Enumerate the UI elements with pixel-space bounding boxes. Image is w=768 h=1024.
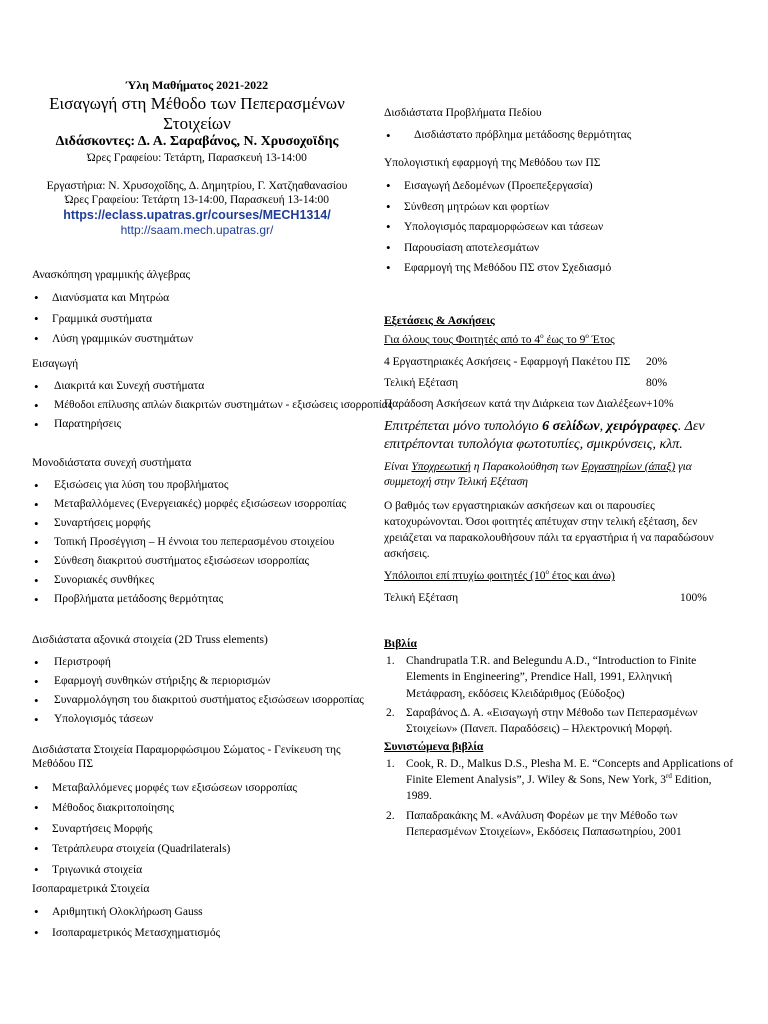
section-1d-continuous bbox=[32, 456, 362, 609]
section-title: Ισοπαραμετρικά Στοιχεία bbox=[32, 883, 150, 895]
list-item: • Τετράπλευρα στοιχεία (Quadrilaterals) bbox=[32, 839, 362, 860]
section-2d-deformable bbox=[32, 743, 362, 880]
book-item: 1. Cook, R. D., Malkus D.S., Plesha M. E. “Concepts and Applications of Finite Element Analysis”, J. Wiley & Sons, New York, 3rd Edition, 1989. bbox=[386, 758, 734, 803]
list-item: • Μέθοδος διακριτοποίησης bbox=[32, 798, 362, 819]
grade-label: Τελική Εξέταση bbox=[384, 591, 459, 604]
section-title: Εισαγωγή bbox=[32, 358, 79, 370]
section-introduction bbox=[32, 357, 393, 434]
recommended-books-heading: Συνιστώμενα βιβλία bbox=[384, 740, 484, 753]
grade-value: 20% bbox=[646, 355, 668, 368]
grade-value: 100% bbox=[680, 591, 707, 604]
list-item: • Λύση γραμμικών συστημάτων bbox=[32, 329, 362, 350]
list-item: • Γραμμικά συστήματα bbox=[32, 309, 362, 330]
books-heading: Βιβλία bbox=[384, 638, 417, 650]
grade-label: Παράδοση Ασκήσεων κατά την Διάρκεια των Διαλέξεων bbox=[384, 397, 647, 410]
grade-value: +10% bbox=[646, 397, 674, 410]
formula-sheet-rule: Επιτρέπεται μόνο τυπολόγιο 6 σελίδων, χειρόγραφες. Δεν επιτρέπονται τυπολόγια φωτοτυπίες, σμικρύνσεις, κλπ. bbox=[384, 418, 705, 452]
attendance-rule: Είναι Υποχρεωτική η Παρακολούθηση των Εργαστηρίων (άπαξ) για συμμετοχή στην Τελική Εξέταση bbox=[384, 460, 692, 489]
list-item: • Συνοριακές συνθήκες bbox=[32, 571, 362, 590]
exams-paragraph: Ο βαθμός των εργαστηριακών ασκήσεων και οι παρουσίες κατοχυρώνονται. Όσοι φοιτητές απέτυχαν στην τελική εξέταση, δεν χρειάζεται να παρακολουθήσουν πάλι τα εργαστήρια ή να παραδώσουν ασκήσεις. bbox=[384, 499, 714, 561]
section-2d-field bbox=[384, 106, 734, 145]
list-item: • Μέθοδοι επίλυσης απλών διακριτών συστημάτων - εξισώσεις ισορροπίας bbox=[32, 396, 362, 415]
syllabus-header bbox=[32, 78, 362, 238]
list-item: • Τριγωνικά στοιχεία bbox=[32, 860, 362, 881]
list-item: • Τοπική Προσέγγιση – Η έννοια του πεπερασμένου στοιχείου bbox=[32, 533, 362, 552]
list-item: • Αριθμητική Ολοκλήρωση Gauss bbox=[32, 902, 362, 923]
exams-audience: Για όλους τους Φοιτητές από το $4^o$ έως το $9^o$ Έτος bbox=[384, 332, 615, 347]
section-title: Δισδιάστατα αξονικά στοιχεία (2D Truss elements) bbox=[32, 634, 268, 646]
section-computational-app bbox=[384, 156, 734, 279]
list-item: • Παρουσίαση αποτελεσμάτων bbox=[384, 238, 734, 259]
book-item: 2. Σαραβάνος Δ. Α. «Εισαγωγή στην Μέθοδο των Πεπερασμένων Στοιχείων» (Πανεπ. Παραδόσεις) – Ηλεκτρονική Μορφή. bbox=[386, 706, 698, 735]
section-2d-truss bbox=[32, 633, 362, 729]
list-item: • Εφαρμογή της Μεθόδου ΠΣ στον Σχεδιασμό bbox=[384, 258, 734, 279]
list-item: • Ισοπαραμετρικός Μετασχηματισμός bbox=[32, 923, 362, 944]
book-item: 1. Chandrupatla T.R. and Belegundu A.D., “Introduction to Finite Elements in Engineering”, Prendice Hall, 1991, Ελληνική Μετάφραση, εκδόσεις Κλειδάριθμος (Εύδοξος) bbox=[386, 655, 697, 700]
list-item: • Διακριτά και Συνεχή συστήματα bbox=[32, 377, 362, 396]
section-linear-algebra bbox=[32, 268, 362, 350]
section-title: Ανασκόπηση γραμμικής άλγεβρας bbox=[32, 269, 191, 281]
eclass-link[interactable]: https://eclass.upatras.gr/courses/MECH1314/ bbox=[63, 207, 331, 222]
grade-value: 80% bbox=[646, 376, 668, 389]
list-item: • Υπολογισμός τάσεων bbox=[32, 710, 362, 729]
list-item: • Μεταβαλλόμενες μορφές των εξισώσεων ισορροπίας bbox=[32, 778, 362, 799]
section-title: Υπολογιστική εφαρμογή της Μεθόδου των ΠΣ bbox=[384, 157, 601, 169]
list-item: • Μεταβαλλόμενες (Ενεργειακές) μορφές εξισώσεων ισορροπίας bbox=[32, 495, 362, 514]
lab-hours: Ώρες Γραφείου: Τετάρτη 13-14:00, Παρασκευή 13-14:00 bbox=[64, 194, 330, 207]
section-title: Δισδιάστατα Στοιχεία Παραμορφώσιμου Σώματος - Γενίκευση της Μεθόδου ΠΣ bbox=[32, 744, 341, 771]
list-item: • Συναρτήσεις μορφής bbox=[32, 514, 362, 533]
section-books bbox=[384, 637, 734, 843]
list-item: • Σύνθεση μητρώων και φορτίων bbox=[384, 197, 734, 218]
list-item: • Εφαρμογή συνθηκών στήριξης & περιορισμών bbox=[32, 672, 362, 691]
list-item: • Συναρμολόγηση του διακριτού συστήματος εξισώσεων ισορροπίας bbox=[32, 691, 362, 710]
book-item: 2. Παπαδρακάκης Μ. «Ανάλυση Φορέων με την Μέθοδο των Πεπερασμένων Στοιχείων», Εκδόσεις Παπασωτηρίου, 2001 bbox=[386, 809, 682, 838]
list-item: • Εισαγωγή Δεδομένων (Προεπεξεργασία) bbox=[384, 176, 734, 197]
list-item: • Δισδιάστατο πρόβλημα μετάδοσης θερμότητας bbox=[384, 126, 734, 145]
grade-row bbox=[384, 588, 734, 609]
others-heading: Υπόλοιποι επί πτυχίω φοιτητές ($10^o$ έτος και άνω) bbox=[384, 568, 615, 583]
section-isoparametric bbox=[32, 882, 362, 943]
grade-row bbox=[384, 352, 734, 373]
grade-row bbox=[384, 373, 734, 394]
office-hours: Ώρες Γραφείου: Τετάρτη, Παρασκευή 13-14:00 bbox=[87, 151, 307, 164]
list-item: • Προβλήματα μετάδοσης θερμότητας bbox=[32, 590, 362, 609]
list-item: • Διανύσματα και Μητρώα bbox=[32, 288, 362, 309]
grade-label: 4 Εργαστηριακές Ασκήσεις - Εφαρμογή Πακέτου ΠΣ bbox=[384, 355, 631, 368]
section-exams bbox=[384, 314, 734, 609]
list-item: • Σύνθεση διακριτού συστήματος εξισώσεων ισορροπίας bbox=[32, 552, 362, 571]
grade-row bbox=[384, 394, 734, 415]
section-title: Δισδιάστατα Προβλήματα Πεδίου bbox=[384, 107, 542, 119]
list-item: • Υπολογισμός παραμορφώσεων και τάσεων bbox=[384, 217, 734, 238]
list-item: • Παρατηρήσεις bbox=[32, 415, 362, 434]
section-title: Μονοδιάστατα συνεχή συστήματα bbox=[32, 457, 192, 469]
lab-link[interactable]: http://saam.mech.upatras.gr/ bbox=[120, 223, 274, 238]
course-year: Ύλη Μαθήματος 2021-2022 bbox=[125, 78, 269, 92]
course-teachers: Διδάσκοντες: Δ. Α. Σαραβάνος, Ν. Χρυσοχοϊδης bbox=[55, 134, 339, 150]
list-item: • Περιστροφή bbox=[32, 653, 362, 672]
course-title: Εισαγωγή στη Μέθοδο των Πεπερασμένων Στοιχείων bbox=[49, 94, 345, 133]
grade-label: Τελική Εξέταση bbox=[384, 376, 459, 389]
list-item: • Εξισώσεις για λύση του προβλήματος bbox=[32, 476, 362, 495]
list-item: • Συναρτήσεις Μορφής bbox=[32, 819, 362, 840]
exams-heading: Εξετάσεις & Ασκήσεις bbox=[384, 315, 495, 327]
lab-staff: Εργαστήρια: Ν. Χρυσοχοΐδης, Δ. Δημητρίου, Γ. Χατζηαθανασίου bbox=[46, 179, 348, 192]
